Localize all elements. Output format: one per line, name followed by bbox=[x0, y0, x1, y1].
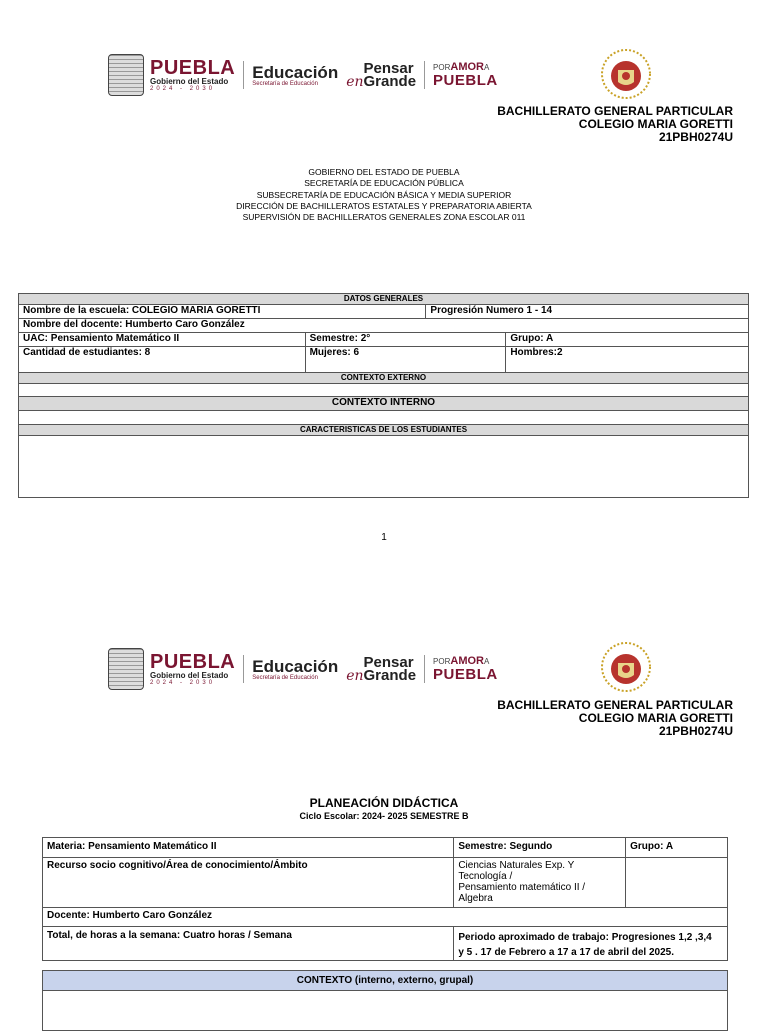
gov-line: SUBSECRETARÍA DE EDUCACIÓN BÁSICA Y MEDIA SUPERIOR bbox=[256, 189, 512, 200]
educacion-logo bbox=[252, 658, 338, 681]
logo-band bbox=[108, 53, 558, 97]
grande-logo-word: Grande bbox=[363, 73, 417, 90]
datos-generales-heading: DATOS GENERALES bbox=[19, 294, 749, 305]
school-line: COLEGIO MARIA GORETTI bbox=[578, 117, 733, 131]
contexto-interno-body bbox=[19, 411, 749, 425]
ciclo-escolar: Ciclo Escolar: 2024- 2025 SEMESTRE B bbox=[299, 811, 469, 821]
educacion-logo-sub: Secretaría de Educación bbox=[252, 80, 318, 87]
recurso-value-line: Pensamiento matemático II / bbox=[458, 882, 586, 893]
pensar-en-grande-logo bbox=[346, 653, 417, 684]
puebla-logo-years: 2024 - 2030 bbox=[150, 680, 216, 686]
grupo-cell: Grupo: A bbox=[506, 333, 749, 347]
grupo-cell: Grupo: A bbox=[626, 838, 728, 858]
puebla-logo-sub: Gobierno del Estado bbox=[150, 77, 229, 86]
a-logo-word: A bbox=[483, 657, 490, 666]
amor-logo-word: AMOR bbox=[450, 655, 484, 667]
contexto-interno-heading: CONTEXTO INTERNO bbox=[19, 397, 749, 411]
cantidad-cell: Cantidad de estudiantes: 8 bbox=[19, 347, 306, 373]
logo-divider bbox=[243, 61, 244, 89]
por-logo-word: POR bbox=[433, 63, 451, 72]
pensar-logo-word: Pensar bbox=[363, 59, 414, 77]
puebla-logo-years: 2024 - 2030 bbox=[150, 86, 216, 92]
amor-puebla-logo-word: PUEBLA bbox=[433, 72, 498, 89]
progresion-cell: Progresión Numero 1 - 14 bbox=[426, 305, 749, 319]
puebla-logo-text: PUEBLA bbox=[150, 57, 236, 79]
contexto-externo-body bbox=[19, 384, 749, 397]
semestre-cell: Semestre: Segundo bbox=[454, 838, 626, 858]
logo-divider bbox=[424, 655, 425, 683]
periodo-line: y 5 . 17 de Febrero a 17 a 17 de abril del 2025. bbox=[458, 947, 675, 958]
docente-cell: Nombre del docente: Humberto Caro González bbox=[19, 319, 749, 333]
a-logo-word: A bbox=[483, 63, 490, 72]
school-header bbox=[497, 699, 733, 738]
educacion-logo-text: Educación bbox=[252, 656, 339, 676]
educacion-logo-text: Educación bbox=[252, 62, 339, 82]
por-amor-a-puebla-logo bbox=[433, 62, 498, 88]
por-amor-a-puebla-logo bbox=[433, 656, 498, 682]
docente-cell: Docente: Humberto Caro González bbox=[43, 908, 728, 927]
caracteristicas-heading: CARACTERISTICAS DE LOS ESTUDIANTES bbox=[19, 425, 749, 436]
puebla-seal-icon bbox=[108, 54, 144, 96]
uac-cell: UAC: Pensamiento Matemático II bbox=[19, 333, 306, 347]
recurso-value-line: Ciencias Naturales Exp. Y bbox=[458, 860, 575, 871]
materia-cell: Materia: Pensamiento Matemático II bbox=[43, 838, 454, 858]
logo-divider bbox=[424, 61, 425, 89]
school-line: COLEGIO MARIA GORETTI bbox=[578, 711, 733, 725]
por-logo-word: POR bbox=[433, 657, 451, 666]
gov-line: DIRECCIÓN DE BACHILLERATOS ESTATALES Y PREPARATORIA ABIERTA bbox=[236, 200, 532, 211]
planeacion-title: PLANEACIÓN DIDÁCTICA bbox=[309, 796, 459, 810]
pensar-en-grande-logo bbox=[346, 59, 417, 90]
school-line: BACHILLERATO GENERAL PARTICULAR bbox=[497, 104, 733, 118]
school-crest-icon bbox=[600, 641, 652, 693]
datos-generales-table bbox=[18, 293, 749, 498]
page-number: 1 bbox=[381, 532, 387, 543]
mujeres-cell: Mujeres: 6 bbox=[305, 347, 506, 373]
amor-puebla-logo-word: PUEBLA bbox=[433, 666, 498, 683]
puebla-logo-sub: Gobierno del Estado bbox=[150, 671, 229, 680]
pensar-logo-word: Pensar bbox=[363, 653, 414, 671]
amor-logo-word: AMOR bbox=[450, 61, 484, 73]
school-header bbox=[497, 105, 733, 144]
puebla-logo bbox=[150, 652, 235, 686]
periodo-line: Periodo aproximado de trabajo: Progresiones 1,2 ,3,4 bbox=[458, 932, 712, 943]
recurso-empty-cell bbox=[626, 858, 728, 908]
gov-line: GOBIERNO DEL ESTADO DE PUEBLA bbox=[308, 167, 460, 177]
horas-cell: Total, de horas a la semana: Cuatro horas / Semana bbox=[43, 927, 454, 961]
contexto-heading: CONTEXTO (interno, externo, grupal) bbox=[43, 971, 728, 991]
contexto-externo-heading: CONTEXTO EXTERNO bbox=[19, 373, 749, 384]
pensar-logo-en: en bbox=[346, 667, 364, 684]
planeacion-table bbox=[42, 837, 728, 961]
school-line: BACHILLERATO GENERAL PARTICULAR bbox=[497, 698, 733, 712]
gov-line: SECRETARÍA DE EDUCACIÓN PÚBLICA bbox=[304, 178, 464, 189]
school-code: 21PBH0274U bbox=[658, 724, 733, 738]
logo-band bbox=[108, 647, 558, 691]
gov-line: SUPERVISIÓN DE BACHILLERATOS GENERALES ZONA ESCOLAR 011 bbox=[242, 212, 526, 223]
grande-logo-word: Grande bbox=[363, 667, 417, 684]
semestre-cell: Semestre: 2° bbox=[305, 333, 506, 347]
school-code: 21PBH0274U bbox=[658, 130, 733, 144]
hombres-cell: Hombres:2 bbox=[506, 347, 749, 373]
puebla-logo-text: PUEBLA bbox=[150, 651, 236, 673]
contexto-table bbox=[42, 970, 728, 1031]
escuela-cell: Nombre de la escuela: COLEGIO MARIA GORETTI bbox=[19, 305, 426, 319]
school-crest-icon bbox=[600, 48, 652, 100]
contexto-body bbox=[43, 991, 728, 1031]
recurso-value-cell bbox=[454, 858, 626, 908]
pensar-logo-en: en bbox=[346, 73, 364, 90]
educacion-logo bbox=[252, 64, 338, 87]
periodo-cell bbox=[454, 927, 728, 961]
puebla-seal-icon bbox=[108, 648, 144, 690]
logo-divider bbox=[243, 655, 244, 683]
educacion-logo-sub: Secretaría de Educación bbox=[252, 674, 318, 681]
recurso-value-line: Algebra bbox=[458, 893, 493, 904]
recurso-cell: Recurso socio cognitivo/Área de conocimiento/Ámbito bbox=[43, 858, 454, 908]
government-lines bbox=[0, 167, 768, 223]
caracteristicas-body bbox=[19, 436, 749, 498]
recurso-value-line: Tecnología / bbox=[458, 871, 513, 882]
puebla-logo bbox=[150, 58, 235, 92]
